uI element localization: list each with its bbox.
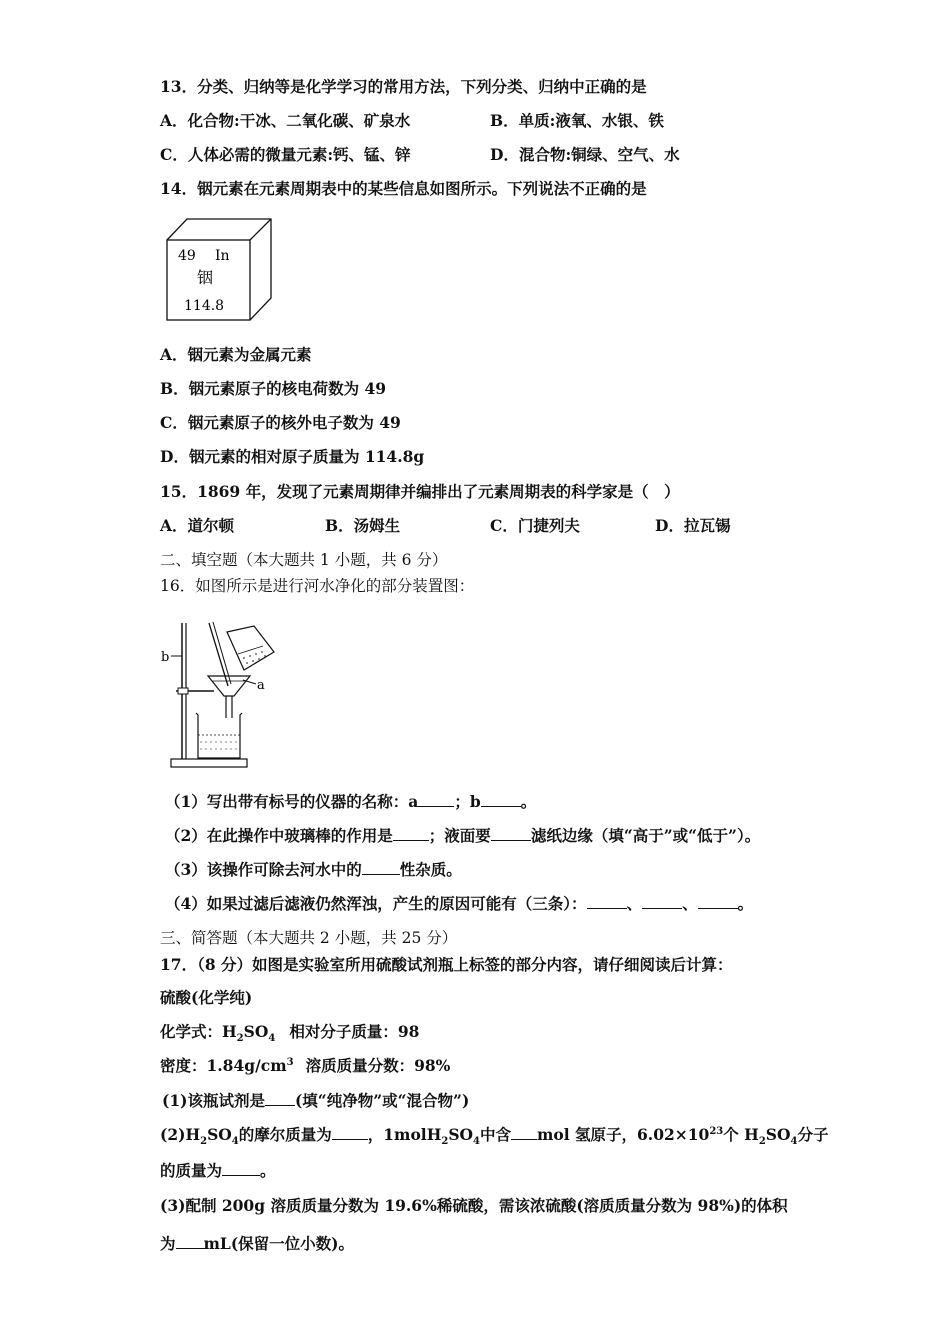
q14-option-a: A．铟元素为金属元素: [160, 345, 312, 364]
q17-part2-line1: $(2)H_2SO_4$的摩尔质量为 ，$1molH_2SO_4$中含 mol 氢原子，$6.02\times 10^{23}$个 $H_2SO_4$分子: [160, 1125, 829, 1148]
blank-molar-mass[interactable]: [332, 1125, 368, 1140]
q17-stem: 17．（8 分）如图是实验室所用硫酸试剂瓶上标签的部分内容，请仔细阅读后计算：: [160, 955, 733, 974]
q15-stem: 15．1869 年，发现了元素周期律并编排出了元素周期表的科学家是（ ）: [160, 482, 680, 501]
blank-reason-3[interactable]: [698, 894, 738, 909]
filtration-apparatus-diagram: [158, 618, 288, 773]
q17-part3-line1: (3)配制 200g 溶质质量分数为 19.6%稀硫酸，需该浓硫酸(溶质质量分数为 98%)的体积: [160, 1196, 788, 1215]
q17-part2-line2: 的质量为 。: [160, 1161, 276, 1180]
blank-reason-2[interactable]: [642, 894, 682, 909]
q17-part1: (1)该瓶试剂是 (填“纯净物”或“混合物”): [162, 1091, 470, 1110]
q16-part4: （4）如果过滤后滤液仍然浑浊，产生的原因可能有（三条）： 、 、 。: [165, 894, 754, 913]
q14-option-d: D．铟元素的相对原子质量为 114.8g: [160, 447, 425, 466]
q13-option-d: D．混合物:铜绿、空气、水: [490, 145, 680, 164]
q15-option-b: B．汤姆生: [325, 516, 401, 535]
label-formula-line: 化学式：$H_2SO_4$ 相对分子质量：98: [160, 1022, 420, 1045]
section-2-heading: 二、填空题（本大题共 1 小题，共 6 分）: [160, 551, 448, 569]
q16-stem: 16．如图所示是进行河水净化的部分装置图：: [160, 577, 475, 595]
element-name: 铟: [197, 268, 214, 287]
label-a: a: [257, 678, 265, 693]
indium-element-card: [160, 210, 280, 325]
blank-rod-role[interactable]: [393, 826, 429, 841]
blank-impurity[interactable]: [362, 860, 400, 875]
q14-option-b: B．铟元素原子的核电荷数为 49: [160, 379, 387, 398]
blank-b[interactable]: [481, 792, 521, 807]
blank-molecule-mass[interactable]: [222, 1161, 260, 1176]
label-density-line: 密度：$1.84g/cm^3$ 溶质质量分数：98%: [160, 1056, 451, 1075]
q16-part2: （2）在此操作中玻璃棒的作用是 ；液面要 滤纸边缘（填“高于”或“低于”）。: [165, 826, 761, 845]
q17-part3-line2: 为 mL(保留一位小数)。: [160, 1234, 354, 1253]
q13-option-b: B．单质:液氧、水银、铁: [490, 111, 664, 130]
section-3-heading: 三、简答题（本大题共 2 小题，共 25 分）: [160, 929, 458, 947]
blank-volume[interactable]: [176, 1234, 204, 1249]
blank-substance-type[interactable]: [265, 1091, 295, 1106]
q13-option-a: A．化合物:干冰、二氧化碳、矿泉水: [160, 111, 411, 130]
blank-reason-1[interactable]: [587, 894, 627, 909]
q13-stem: 13．分类、归纳等是化学学习的常用方法，下列分类、归纳中正确的是: [160, 77, 647, 96]
element-atomic-mass: 114.8: [184, 298, 225, 314]
q14-option-c: C．铟元素原子的核外电子数为 49: [160, 413, 401, 432]
q14-stem: 14．铟元素在元素周期表中的某些信息如图所示。下列说法不正确的是: [160, 179, 647, 198]
q15-option-a: A．道尔顿: [160, 516, 235, 535]
blank-a[interactable]: [418, 792, 454, 807]
blank-liquid-level[interactable]: [491, 826, 531, 841]
q13-option-c: C．人体必需的微量元素:钙、锰、锌: [160, 145, 411, 164]
q16-part1: （1）写出带有标号的仪器的名称：a ；b 。: [165, 792, 537, 811]
label-title: 硫酸(化学纯): [160, 988, 253, 1007]
q15-option-d: D．拉瓦锡: [655, 516, 731, 535]
element-atomic-number: 49: [178, 248, 196, 264]
element-symbol: In: [215, 248, 230, 264]
blank-hydrogen-mol[interactable]: [511, 1125, 537, 1140]
q15-option-c: C．门捷列夫: [490, 516, 580, 535]
label-b: b: [161, 650, 170, 665]
q16-part3: （3）该操作可除去河水中的 性杂质。: [165, 860, 462, 879]
